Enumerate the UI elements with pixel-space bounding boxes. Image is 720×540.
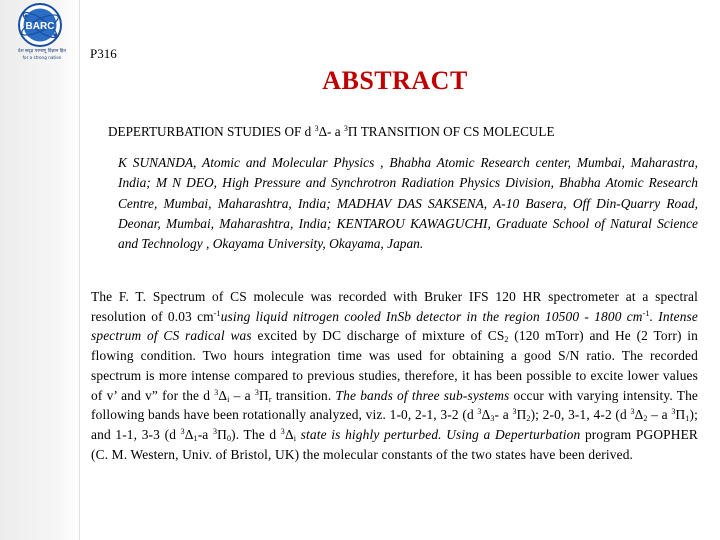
body-text: The F. T. Spectrum of CS molecule was recorded with Bruker IFS 120 HR spectrometer at a spectral resolution of 0.03 cm	[91, 289, 698, 324]
logo-tagline-english: for a strong nation	[22, 55, 62, 60]
body-text: ). The d	[231, 426, 281, 442]
barc-logo	[5, 2, 79, 72]
body-subscript: 0	[226, 433, 232, 443]
body-symbol: Π	[217, 426, 227, 442]
body-symbol: Π	[259, 387, 269, 403]
body-subscript: i	[227, 394, 230, 404]
body-superscript: -1	[213, 308, 221, 318]
abstract-heading: ABSTRACT	[322, 66, 468, 95]
title-superscript: 3	[343, 124, 348, 133]
title-text: TRANSITION OF CS MOLECULE	[357, 124, 555, 139]
body-superscript: 3	[212, 426, 218, 436]
title-text: DEPERTURBATION STUDIES OF d	[108, 124, 315, 139]
paper-title	[108, 124, 708, 140]
body-subscript: 3	[490, 414, 495, 424]
body-text: – a	[647, 407, 672, 423]
body-superscript: 3	[254, 387, 260, 397]
body-italic: . Intense spectrum of CS radical was	[91, 308, 699, 344]
body-subscript: 2	[643, 414, 648, 424]
body-italic: state is highly perturbed. Using a Deperturbation	[296, 426, 581, 442]
body-superscript: 3	[477, 407, 482, 417]
title-symbol: Π	[347, 124, 358, 139]
page-id: P316	[90, 46, 117, 61]
title-superscript: 3	[314, 124, 319, 133]
body-symbol: Δ	[284, 426, 294, 442]
body-text: program PGOPHER (C. M. Western, Univ. of Bristol, UK) the molecular constants of the two states have been derived.	[91, 426, 698, 462]
body-subscript: 1	[685, 414, 690, 424]
body-text: occur with varying intensity. The following bands have been rotationally analyzed, viz. 1-0, 2-1, 3-2 (d	[91, 387, 699, 423]
body-superscript: 3	[671, 407, 676, 417]
body-superscript: 3	[280, 426, 285, 436]
body-text: ); 2-0, 3-1, 4-2 (d	[530, 407, 631, 423]
body-text: transition.	[271, 387, 332, 403]
body-subscript: r	[268, 394, 272, 404]
body-subscript: 2	[526, 414, 531, 424]
body-text: excited by DC discharge of mixture of CS	[251, 328, 505, 344]
body-superscript: -1	[642, 308, 650, 318]
body-superscript: 3	[630, 407, 635, 417]
body-text: (120 mTorr) and He (2 Torr) in flowing condition. Two hours integration time was used for obtaining a good S/N ratio. The recorded spectrum is more intense compared to previous studies, therefore, it has been possible to excite lower values of v’ and v” for the d	[91, 328, 698, 403]
body-subscript: 1	[193, 433, 198, 443]
abstract-body	[91, 287, 698, 464]
body-text: -a	[197, 426, 213, 442]
body-symbol: Δ	[481, 407, 491, 423]
body-italic: The bands of three sub-systems	[331, 387, 510, 403]
title-text: - a	[327, 124, 344, 139]
body-italic: using liquid nitrogen cooled InSb detector in the region 10500 - 1800 cm	[220, 308, 643, 324]
body-subscript: 2	[504, 335, 509, 345]
logo-tagline-hindi: देश सदृढ़ परमाणु विज्ञान हित	[18, 49, 66, 54]
body-superscript: 3	[512, 407, 517, 417]
title-symbol: Δ	[318, 124, 328, 139]
body-subscript: i	[293, 433, 297, 443]
body-symbol: Δ	[634, 407, 644, 423]
logo-wordmark: BARC	[25, 21, 55, 32]
body-text: - a	[494, 407, 513, 423]
body-symbol: Δ	[218, 387, 228, 403]
author-affiliations: K SUNANDA, Atomic and Molecular Physics , Bhabha Atomic Research center, Mumbai, Maharastra, India; M N DEO, High Pressure and Synchrotron Radiation Physics Division, Bhabha Atomic Research Centre, Mumbai, Maharashtra, India; MADHAV DAS SAKSENA, A-10 Basera, Off Din-Quarry Road, Deonar, Mumbai, Maharashtra, India; KENTAROU KAWAGUCHI, Graduate School of Natural Science and Technology , Okayama University, Okayama, Japan.	[118, 155, 698, 252]
barc-emblem-icon	[17, 2, 63, 48]
body-text: – a	[229, 387, 255, 403]
body-superscript: 3	[180, 426, 185, 436]
body-text: ); and 1-1, 3-3 (d	[91, 407, 698, 442]
body-symbol: Π	[516, 407, 527, 423]
body-superscript: 3	[214, 387, 219, 397]
body-symbol: Δ	[184, 426, 194, 442]
body-symbol: Π	[675, 407, 686, 423]
